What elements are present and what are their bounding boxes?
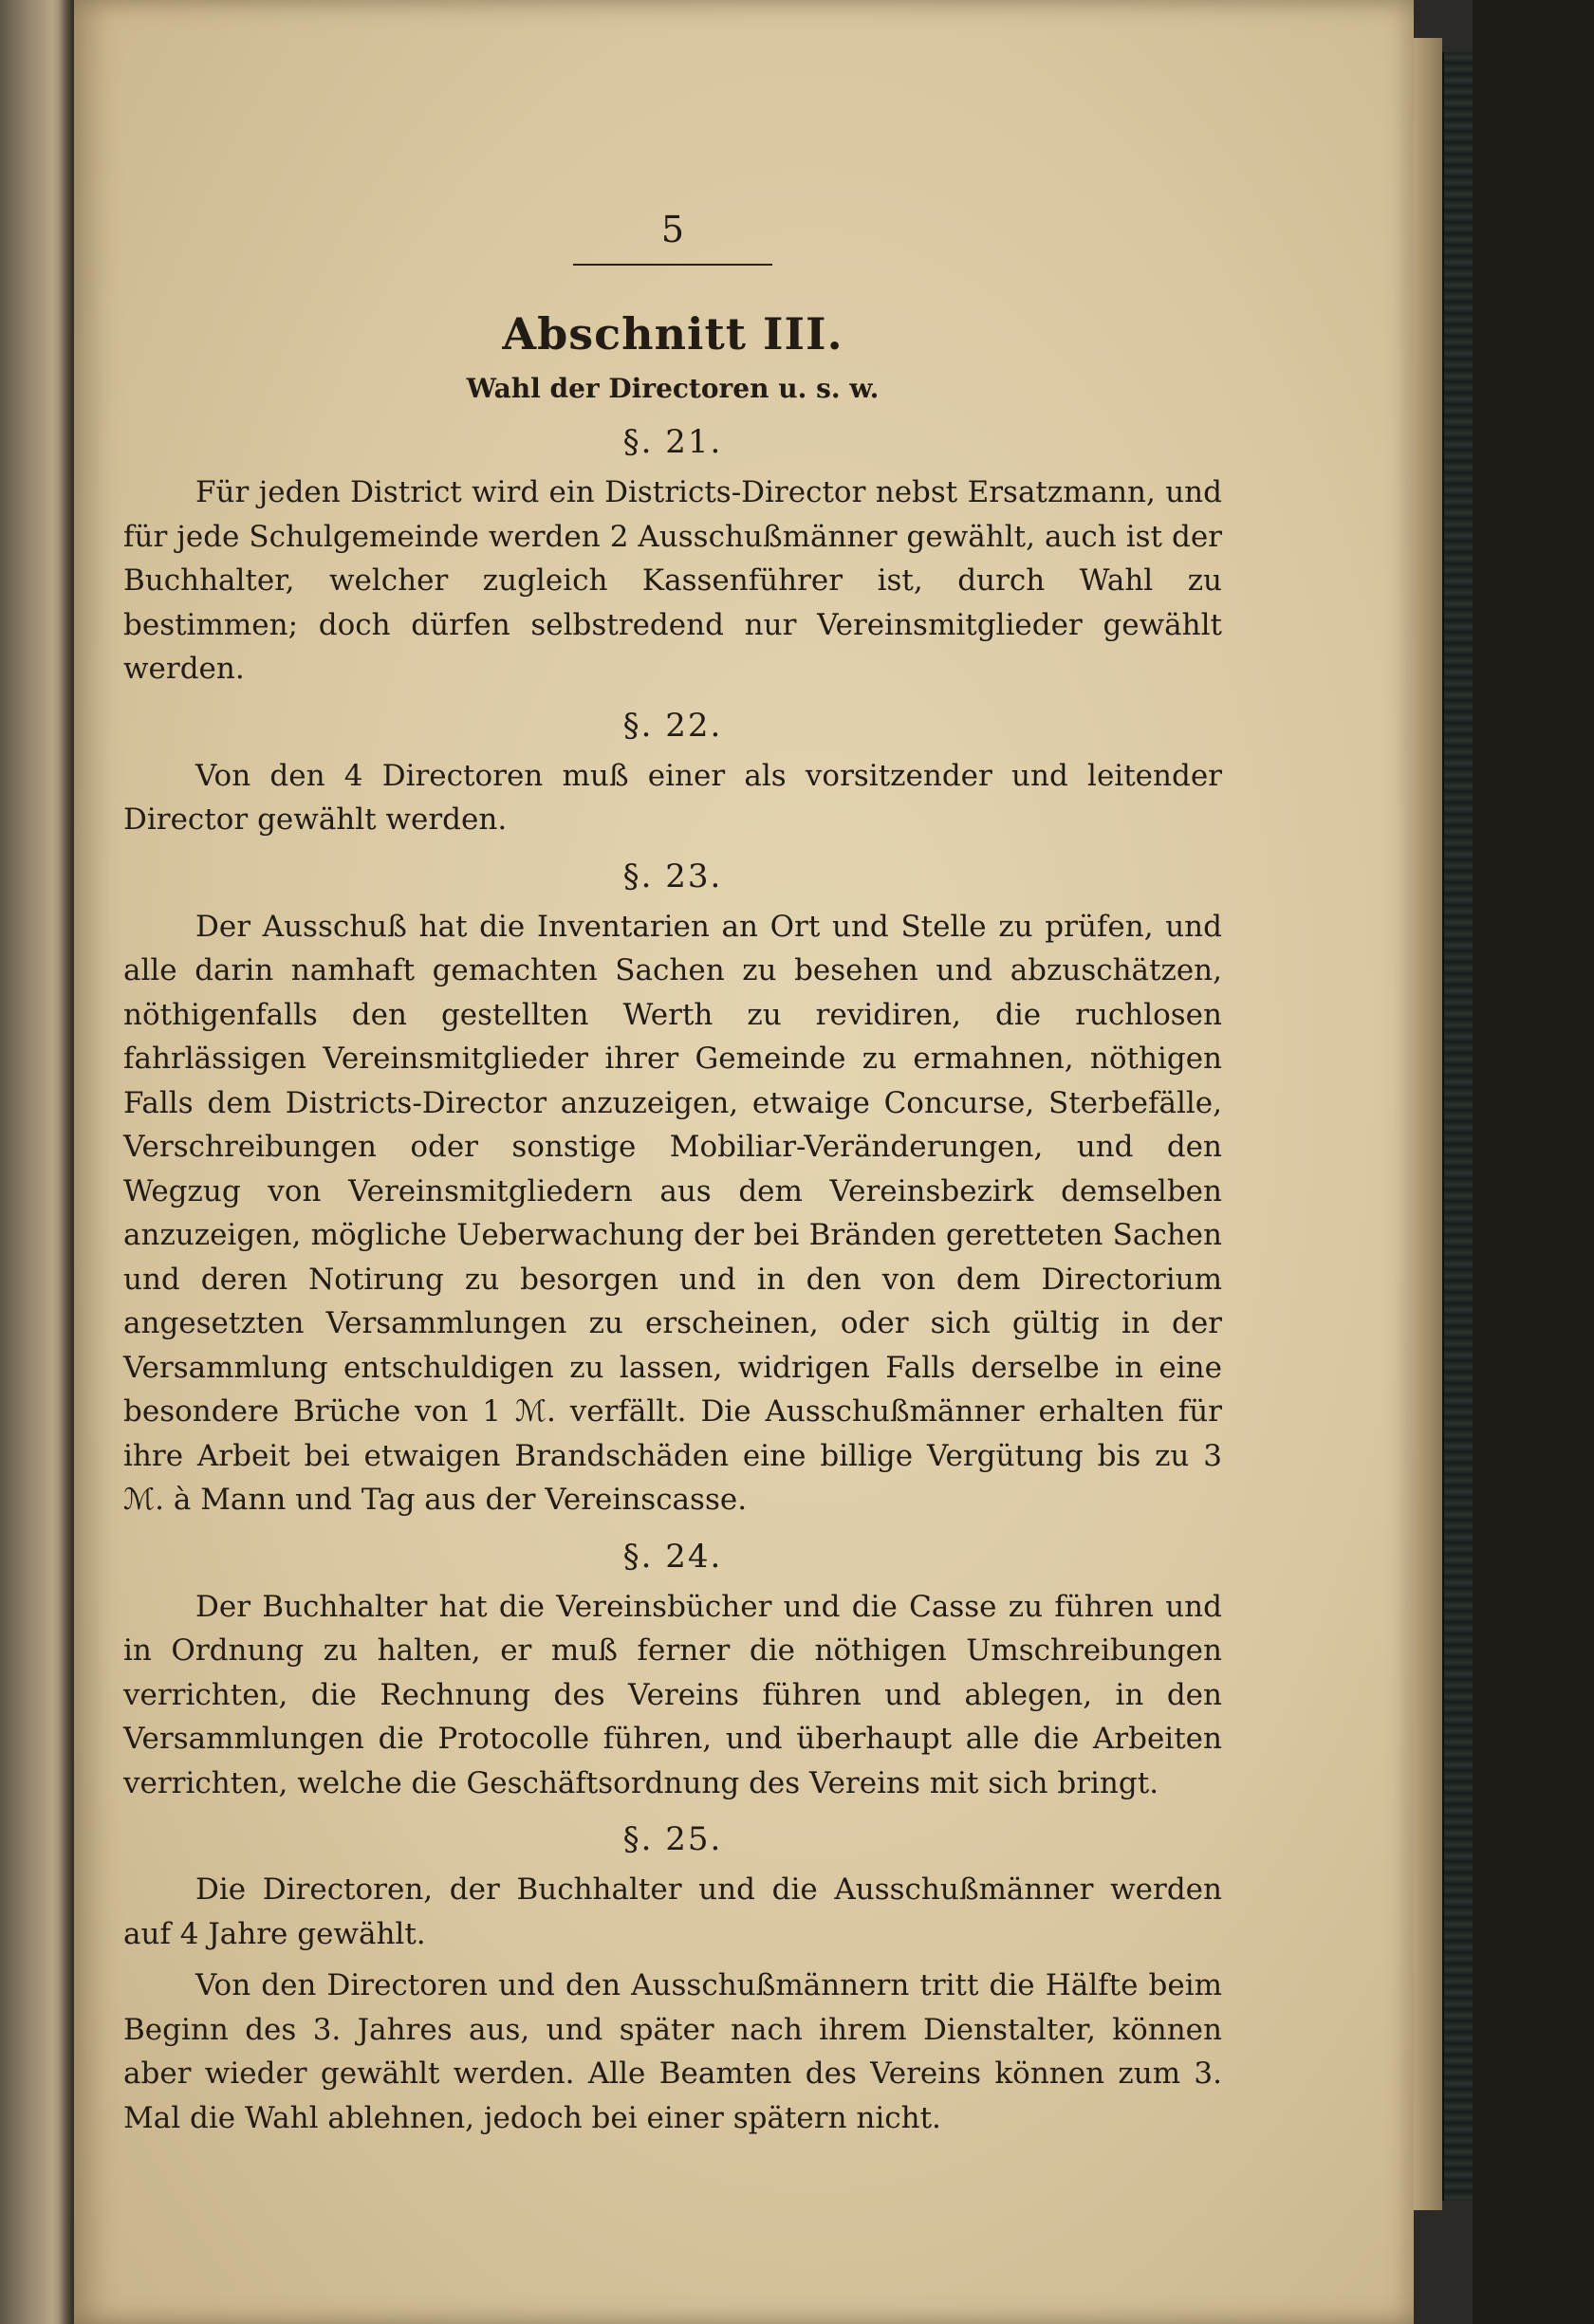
header-rule [573,264,772,266]
paragraph-heading: §. 25. [622,1820,723,1858]
paragraph-text: Die Directoren, der Buchhalter und die Ausschußmänner werden auf 4 Jahre gewählt. [123,1872,1222,1951]
section-title: Abschnitt III. [502,308,843,360]
book-binding [1442,52,1474,2201]
paragraph-heading: §. 22. [622,706,723,745]
paragraph-21 [123,421,1222,692]
paragraph-text: Der Ausschuß hat die Inventarien an Ort und Stelle zu prüfen, und alle darin namhaft gemachten Sachen zu besehen und abzuschätzen, nöthigenfalls den gestellten Werth zu revidiren, die ruchlosen fahrlässigen Vereinsmitglieder ihrer Gemeinde zu ermahnen, nöthigen Falls dem Districts-Director anzuzeigen, etwaige Concurse, Sterbefälle, Verschreibungen oder sonstige Mobiliar-Veränderungen, und den Wegzug von Vereinsmitgliedern aus dem Vereinsbezirk demselben anzuzeigen, mögliche Ueberwachung der bei Bränden geretteten Sachen und deren Notirung zu besorgen und in den von dem Directorium angesetzten Versammlungen zu erscheinen, oder sich gültig in der Versammlung entschuldigen zu lassen, widrigen Falls derselbe in eine besondere Brüche von 1 ℳ. verfällt. Die Ausschußmänner erhalten für ihre Arbeit bei etwaigen Brandschäden eine billige Vergütung bis zu 3 ℳ. à Mann und Tag aus der Vereinscasse. [123,909,1222,1517]
paragraph-text: Von den 4 Directoren muß einer als vorsitzender und leitender Director gewählt werden. [123,758,1222,837]
background [1473,0,1594,2324]
section-subtitle: Wahl der Directoren u. s. w. [466,373,880,404]
paragraph-text: Der Buchhalter hat die Vereinsbücher und die Casse zu führen und in Ordnung zu halten, er muß ferner die nöthigen Umschreibungen verrichten, die Rechnung des Vereins führen und ablegen, in den Versammlungen die Protocolle führen, und überhaupt alle die Arbeiten verrichten, welche die Geschäftsordnung des Vereins mit sich bringt. [123,1589,1222,1800]
page-content [123,209,1222,2140]
paragraph-heading: §. 24. [622,1537,723,1576]
paragraph-text: Von den Directoren und den Ausschußmännern tritt die Hälfte beim Beginn des 3. Jahres aus, und später nach ihrem Dienstalter, können aber wieder gewählt werden. Alle Beamten des Vereins können zum 3. Mal die Wahl ablehnen, jedoch bei einer spätern nicht. [123,1968,1222,2135]
page-edge [1414,38,1442,2210]
paragraph-heading: §. 21. [622,423,723,461]
paragraph-text: Für jeden District wird ein Districts-Director nebst Ersatzmann, und für jede Schulgemeinde werden 2 Ausschußmänner gewählt, auch ist der Buchhalter, welcher zugleich Kassenführer ist, durch Wahl zu bestimmen; doch dürfen selbstredend nur Vereinsmitglieder gewählt werden. [123,475,1222,686]
paragraph-heading: §. 23. [622,857,723,895]
paragraph-25 [123,1818,1222,2140]
paragraph-23 [123,856,1222,1522]
page-number: 5 [660,209,685,250]
paragraph-22 [123,705,1222,842]
paragraph-24 [123,1536,1222,1806]
